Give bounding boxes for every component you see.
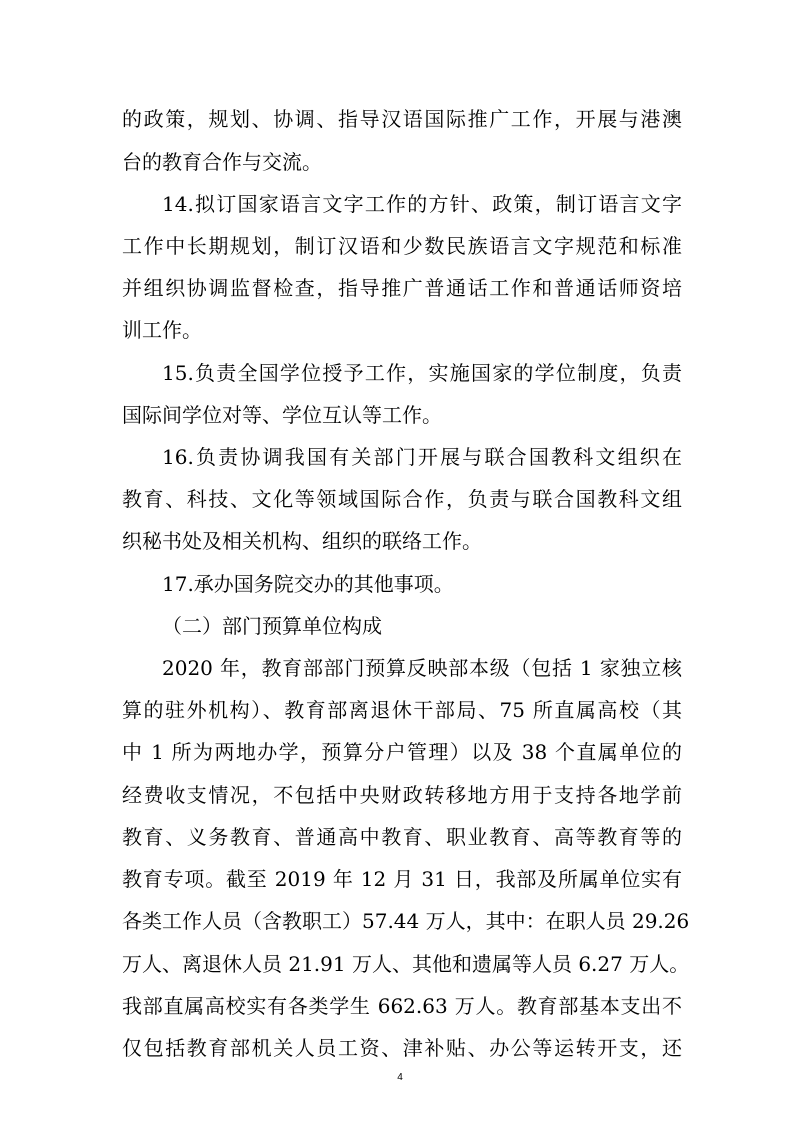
body-text-line: 织秘书处及相关机构、组织的联络工作。	[122, 529, 482, 553]
body-text-line: 教育专项。截至 2019 年 12 月 31 日，我部及所属单位实有	[122, 867, 682, 891]
body-text-line: 国际间学位对等、学位互认等工作。	[122, 403, 442, 427]
paragraph-item-17: 17.承办国务院交办的其他事项。	[162, 572, 454, 596]
body-text-line: 的政策，规划、协调、指导汉语国际推广工作，开展与港澳	[122, 107, 682, 131]
section-heading: （二）部门预算单位构成	[162, 614, 382, 638]
body-text-line: 训工作。	[122, 318, 202, 342]
body-text-line: 各类工作人员（含教职工）57.44 万人，其中：在职人员 29.26	[122, 909, 690, 933]
body-text-line: 教育、义务教育、普通高中教育、职业教育、高等教育等的	[122, 825, 682, 849]
paragraph-budget-units: 2020 年，教育部部门预算反映部本级（包括 1 家独立核	[162, 656, 682, 680]
body-text-line: 万人、离退休人员 21.91 万人、其他和遗属等人员 6.27 万人。	[122, 952, 690, 976]
body-text-line: 经费收支情况，不包括中央财政转移地方用于支持各地学前	[122, 783, 682, 807]
body-text-line: 工作中长期规划，制订汉语和少数民族语言文字规范和标准	[122, 234, 682, 258]
body-text-line: 教育、科技、文化等领域国际合作，负责与联合国教科文组	[122, 487, 682, 511]
page-number: 4	[397, 1072, 403, 1083]
paragraph-item-15: 15.负责全国学位授予工作，实施国家的学位制度，负责	[162, 361, 682, 385]
body-text-line: 仅包括教育部机关人员工资、津补贴、办公等运转开支，还	[122, 1036, 682, 1060]
body-text-line: 中 1 所为两地办学，预算分户管理）以及 38 个直属单位的	[122, 740, 682, 764]
body-text-line: 并组织协调监督检查，指导推广普通话工作和普通话师资培	[122, 276, 682, 300]
body-text-line: 算的驻外机构）、教育部离退休干部局、75 所直属高校（其	[122, 698, 682, 722]
body-text-line: 台的教育合作与交流。	[122, 150, 322, 174]
body-text-line: 我部直属高校实有各类学生 662.63 万人。教育部基本支出不	[122, 994, 682, 1018]
paragraph-item-14: 14.拟订国家语言文字工作的方针、政策，制订语言文字	[162, 192, 682, 216]
paragraph-item-16: 16.负责协调我国有关部门开展与联合国教科文组织在	[162, 445, 682, 469]
